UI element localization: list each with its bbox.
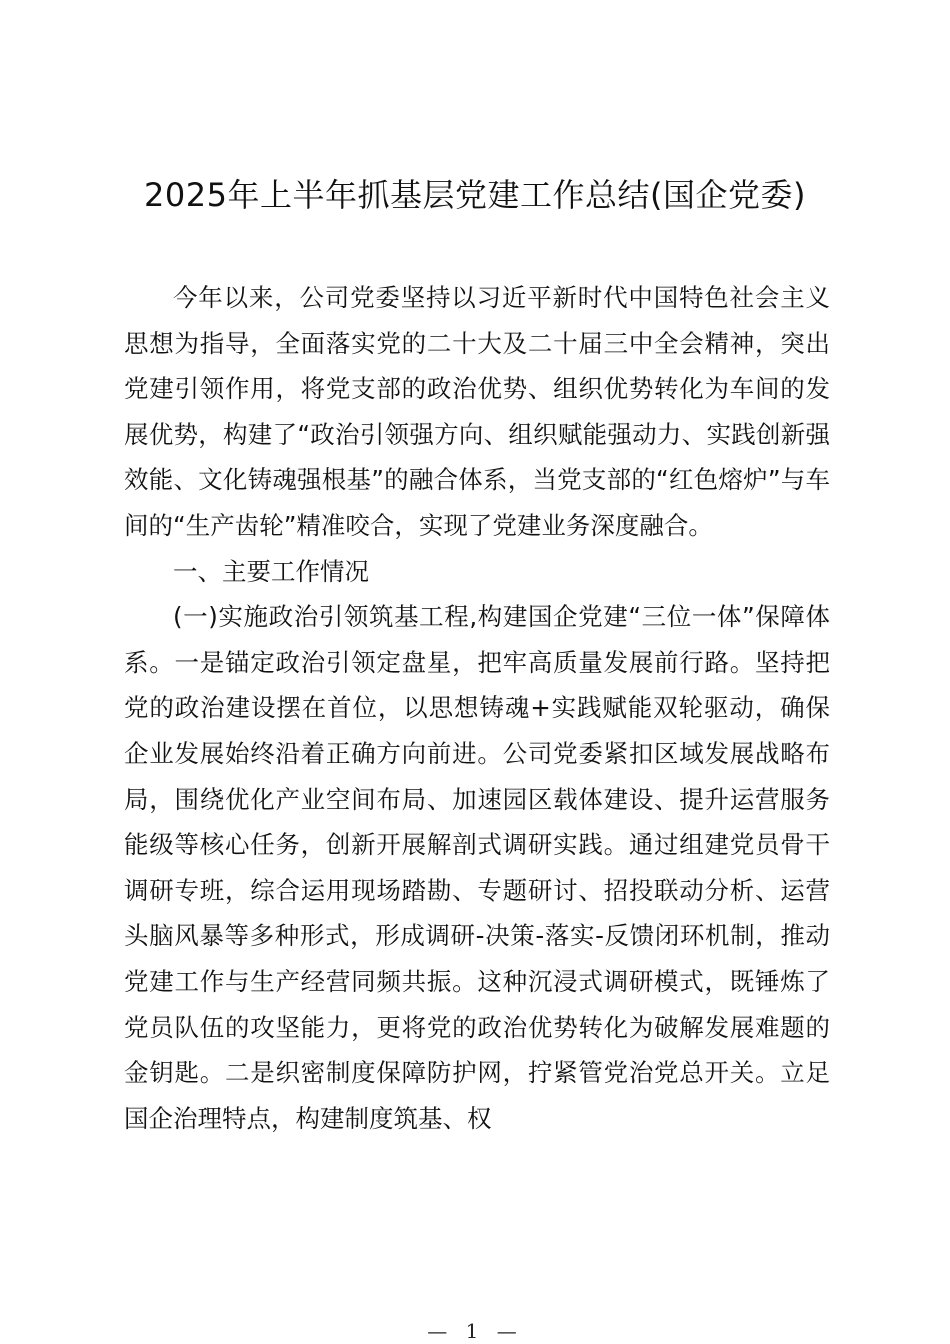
document-title: 2025年上半年抓基层党建工作总结(国企党委) xyxy=(144,176,806,214)
document-body xyxy=(124,275,830,1141)
section-heading: 一、主要工作情况 xyxy=(173,556,369,586)
section-paragraph: (一)实施政治引领筑基工程,构建国企党建“三位一体”保障体系。一是锚定政治引领定盘星，把牢高质量发展前行路。坚持把党的政治建设摆在首位，以思想铸魂+实践赋能双轮驱动，确保企业发展始终沿着正确方向前进。公司党委紧扣区域发展战略布局，围绕优化产业空间布局、加速园区载体建设、提升运营服务能级等核心任务，创新开展解剖式调研实践。通过组建党员骨干调研专班，综合运用现场踏勘、专题研讨、招投联动分析、运营头脑风暴等多种形式，形成调研-决策-落实-反馈闭环机制，推动党建工作与生产经营同频共振。这种沉浸式调研模式，既锤炼了党员队伍的攻坚能力，更将党的政治优势转化为破解发展难题的金钥匙。二是织密制度保障防护网，拧紧管党治党总开关。立足国企治理特点，构建制度筑基、权 xyxy=(124,602,830,1133)
intro-paragraph: 今年以来，公司党委坚持以习近平新时代中国特色社会主义思想为指导，全面落实党的二十大及二十届三中全会精神，突出党建引领作用，将党支部的政治优势、组织优势转化为车间的发展优势，构建了“政治引领强方向、组织赋能强动力、实践创新强效能、文化铸魂强根基”的融合体系，当党支部的“红色熔炉”与车间的“生产齿轮”精准咬合，实现了党建业务深度融合。 xyxy=(124,283,830,540)
page-number: — 1 — xyxy=(427,1319,523,1343)
